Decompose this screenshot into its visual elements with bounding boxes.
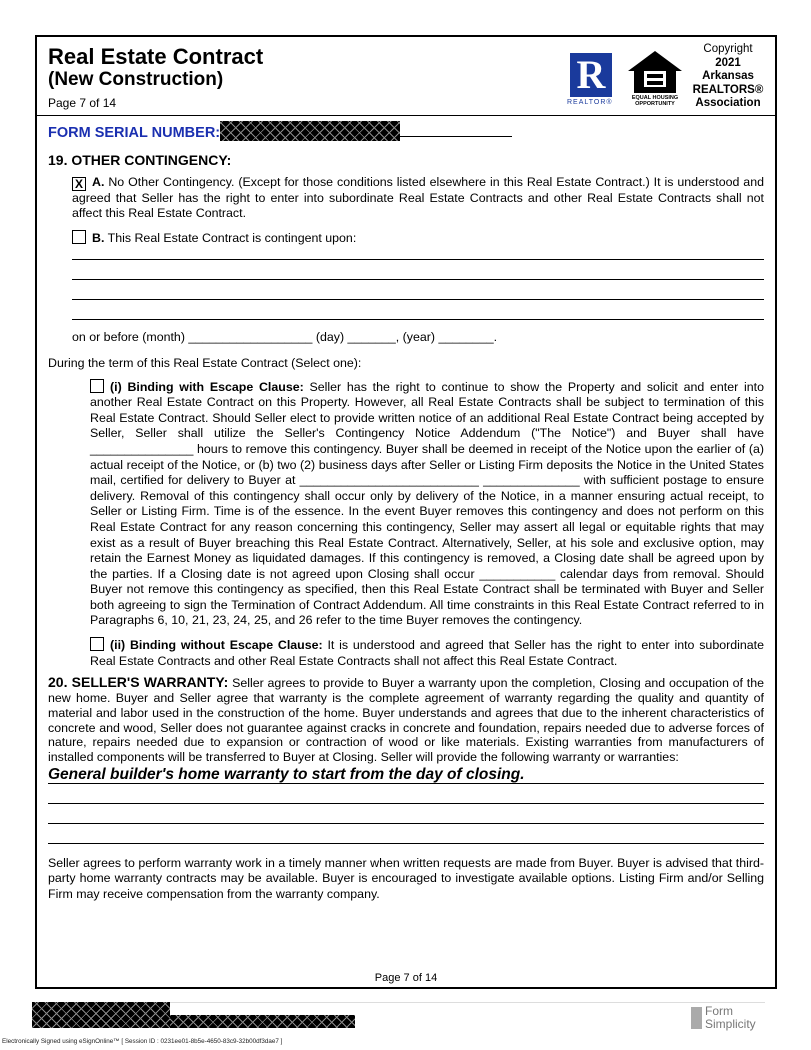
form-simplicity-logo: Form Simplicity	[691, 1005, 756, 1031]
equal-housing-logo: EQUAL HOUSING OPPORTUNITY	[624, 49, 686, 109]
document-icon	[691, 1007, 702, 1029]
checkbox-a[interactable]: X	[72, 177, 86, 191]
page-number: Page 7 of 14	[48, 96, 117, 110]
checkbox-i[interactable]	[90, 379, 104, 393]
option-b: B. This Real Estate Contract is contingent upon:	[48, 230, 764, 247]
form-serial-number: FORM SERIAL NUMBER:	[48, 121, 512, 141]
section-20: 20. SELLER'S WARRANTY: Seller agrees to provide to Buyer a warranty upon the completion, Closing and occupation of the new home. Buyer and Seller agree that warranty is the complete agreement of warranty regarding the quality and quantity of material and labor used in the construction of the home. Buyer understands and agrees that due to the inherent characteristics of concrete and wood, Seller does not guarantee against cracks in concrete and foundation, repairs needed due to adverse forces of nature, repairs needed due to expansion or contraction of wood or like materials. Existing warranties from manufacturers of installed components will be transferred to Buyer at Closing. Seller will provide the following warranty or warranties:	[48, 674, 764, 765]
doc-title: Real Estate Contract	[48, 44, 264, 69]
redacted-block	[220, 121, 400, 141]
option-ii: (ii) Binding without Escape Clause: It is understood and agreed that Seller has the right to enter into subordinate Real Estate Contracts and other Real Estate Contracts shall not affect this Real Estate Contract.	[90, 638, 764, 668]
date-line: on or before (month) __________________ (day) _______, (year) ________.	[72, 330, 498, 345]
checkbox-ii[interactable]	[90, 637, 104, 651]
footer-page-number: Page 7 of 14	[374, 972, 438, 984]
realtor-logo: R REALTOR®	[567, 52, 613, 106]
copyright: Copyright 2021 Arkansas REALTORS® Association	[692, 43, 764, 109]
contract-page	[35, 35, 777, 989]
section-19-title: 19. OTHER CONTINGENCY:	[48, 152, 232, 168]
checkbox-b[interactable]	[72, 230, 86, 244]
option-i: (i) Binding with Escape Clause: Seller has the right to continue to show the Property and solicit and enter into another Real Estate Contract on this Property. However, all Real Estate Contracts shall be subject to termination of this Real Estate Contract. Should Seller elect to provide written notice of an additional Real Estate Contract being accepted by Seller, Seller shall utilize the Seller's Contingency Notice Addendum ("The Notice") and Buyer shall have _______________ hours to remove this contingency. Buyer shall be deemed in receipt of the Notice upon the earlier of (a) actual receipt of the Notice, or (b) two (2) business days after Seller or Listing Firm deposits the Notice in the United States mail, certified for delivery to Buyer at __________________________ ______________ with sufficient postage to ensure delivery. Removal of this contingency shall occur only by delivery of the Notice, in a manner ensuring actual receipt, to Seller or Listing Firm. Time is of the essence. In the event Buyer removes this contingency and does not perform on this Real Estate Contract for any reason concerning this contingency, Seller may assert all legal or equitable rights that may exist as a result of Buyer breaching this Real Estate Contract. Alternatively, Seller, at his sole and exclusive option, may retain the Earnest Money as liquidated damages. If this contingency is removed, a Closing date shall be agreed upon by the parties. If a Closing date is not agreed upon Closing shall occur ___________ calendar days from removal. Should Buyer not remove this contingency as specified, then this Real Estate Contract shall be terminated with Buyer and Seller both agreeing to sign the Termination of Contract Addendum. All time constraints in this Real Estate Contract referred to in Paragraphs 6, 10, 21, 23, 24, 25, and 26 refer to the time Buyer removes the contingency.	[90, 379, 764, 628]
warranty-filled-text: General builder's home warranty to start from the day of closing.	[48, 765, 764, 784]
doc-subtitle: (New Construction)	[48, 69, 224, 90]
option-a: X A. No Other Contingency. (Except for those conditions listed elsewhere in this Real Estate Contract.) It is understood and agreed that Seller has the right to enter into subordinate Real Estate Contracts and other Real Estate Contracts shall not affect this Real Estate Contract.	[72, 174, 764, 221]
esign-notice: Electronically Signed using eSignOnline™ [ Session ID : 0231ee01-8b5e-4650-83c9-32b00df3dae7 ]	[2, 1038, 283, 1045]
redacted-signature-2	[170, 1015, 355, 1028]
warranty-closing: Seller agrees to perform warranty work in a timely manner when written requests are made from Buyer. Buyer is advised that third-party home warranty contracts may be available. Buyer is encouraged to investigate available options. Listing Firm and/or Selling Firm may receive compensation from the warranty company.	[48, 855, 764, 901]
term-text: During the term of this Real Estate Contract (Select one):	[48, 355, 362, 370]
header	[37, 37, 775, 116]
redacted-signature	[32, 1002, 170, 1028]
